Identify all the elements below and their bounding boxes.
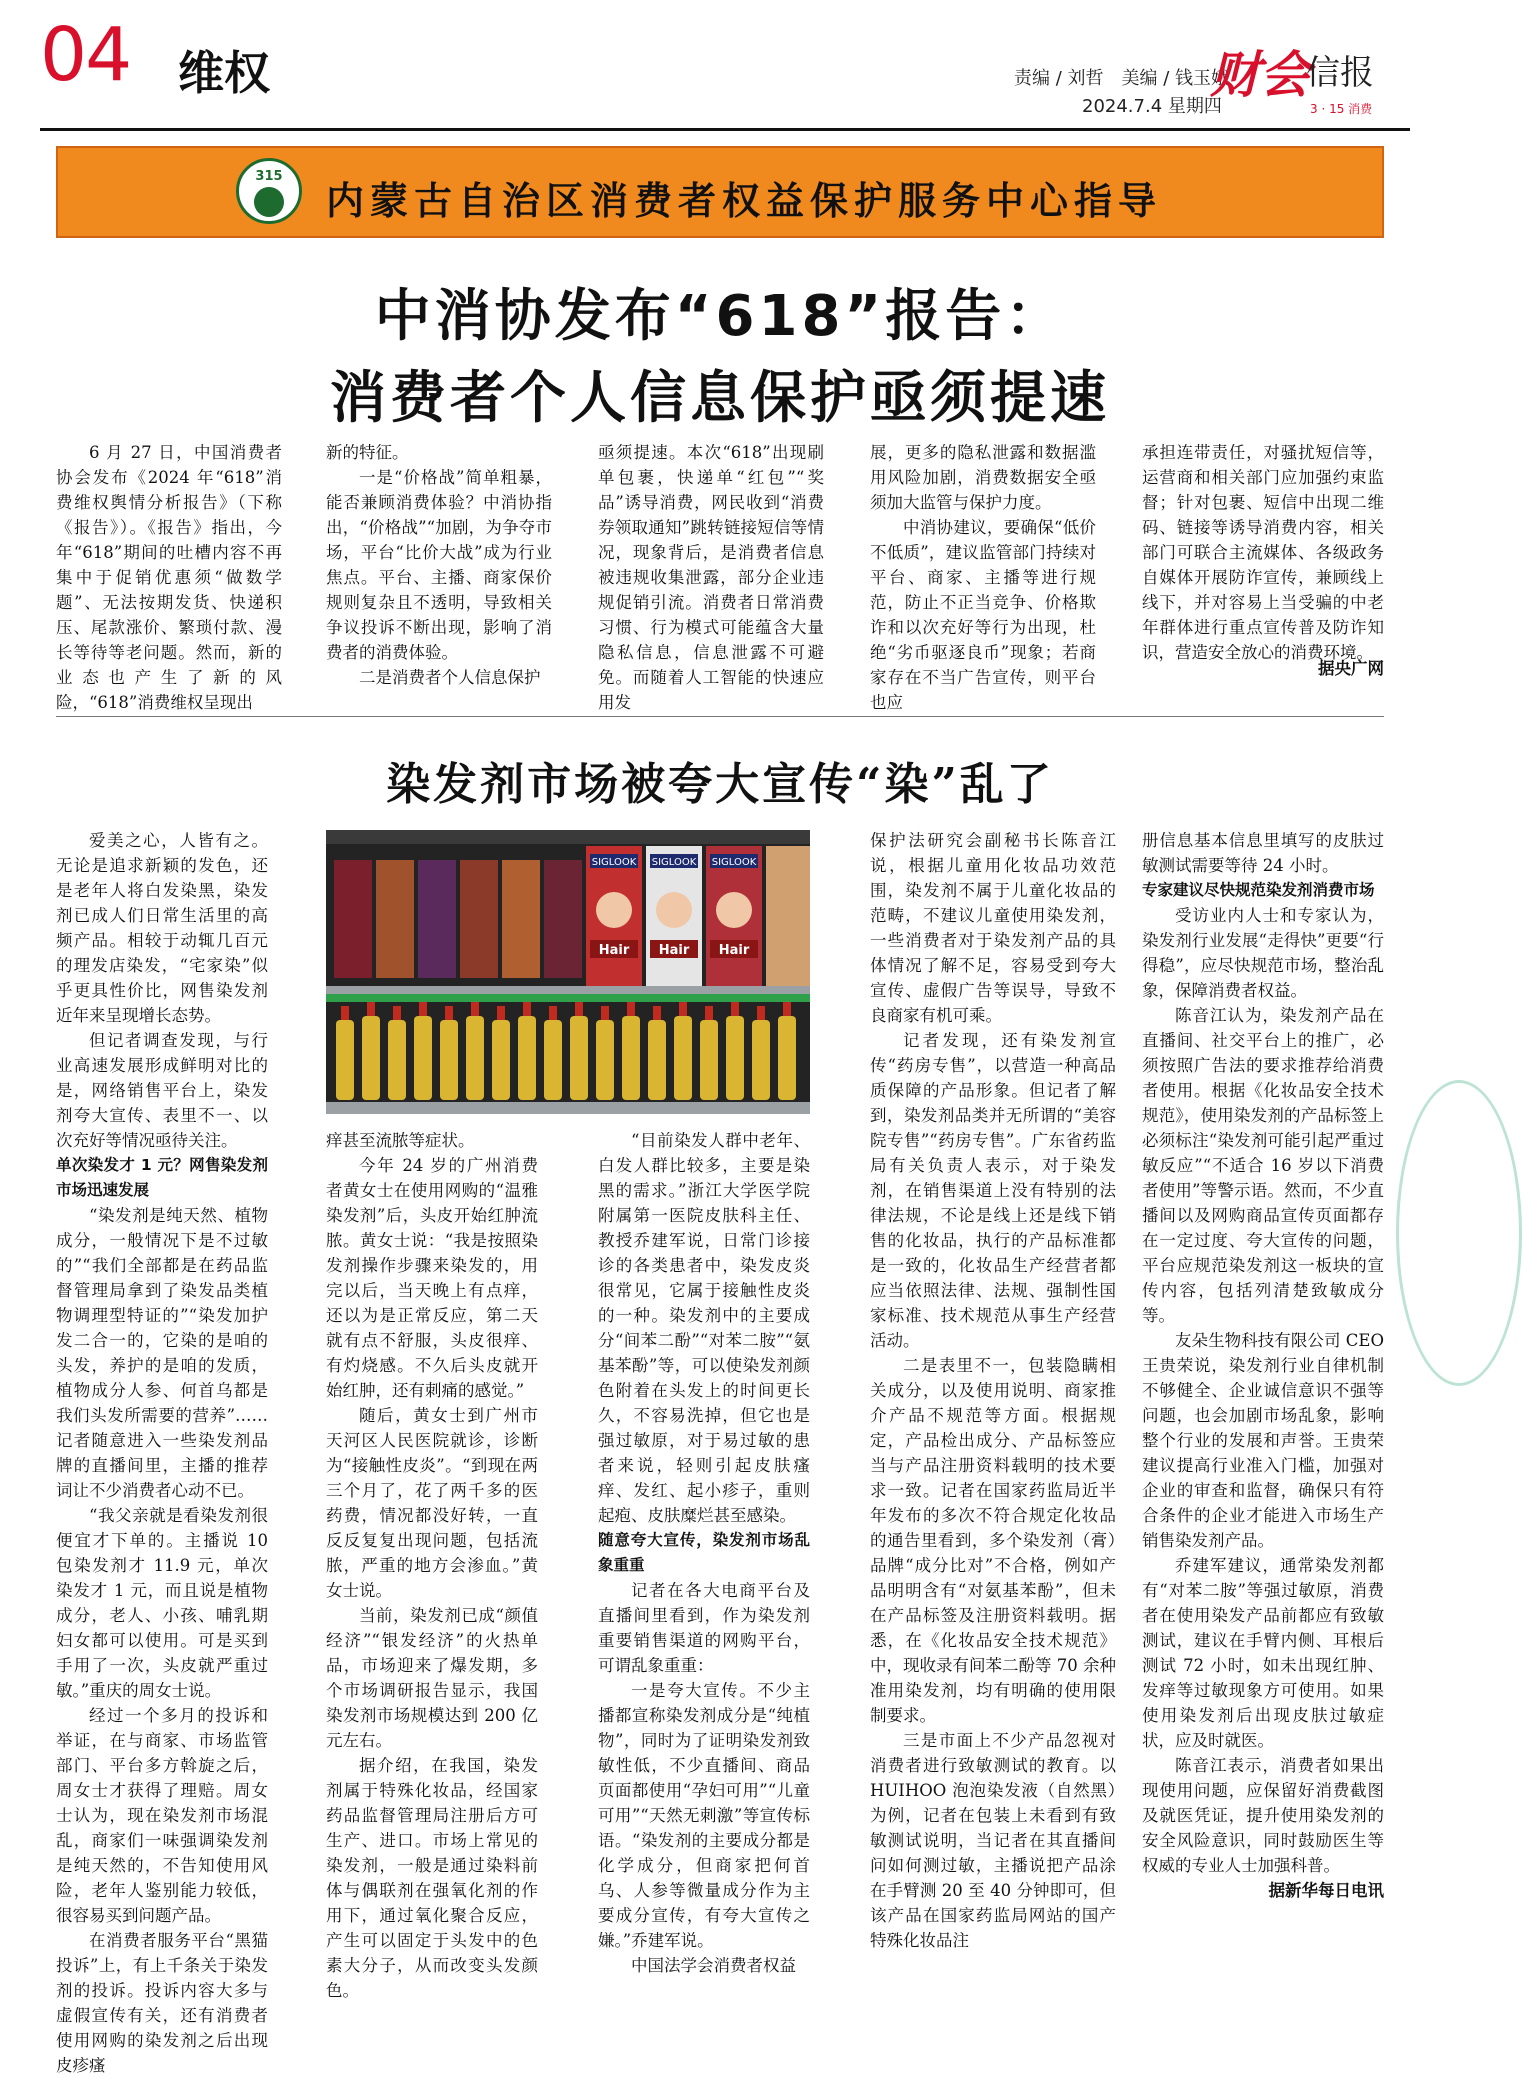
paragraph: 册信息基本信息里填写的皮肤过敏测试需要等待 24 小时。: [1142, 831, 1384, 875]
header-rule: [40, 128, 1410, 131]
paragraph: 痒甚至流脓等症状。: [326, 1131, 475, 1150]
masthead-tag: 3 · 15 消费: [1310, 102, 1373, 116]
paragraph: 但记者调查发现，与行业高速发展形成鲜明对比的是，网络销售平台上，染发剂夸大宣传、表里不一、以次充好等情况亟待关注。: [56, 1031, 268, 1150]
paragraph: 中消协建议，要确保“低价不低质”，建议监管部门持续对平台、商家、主播等进行规范，防止不正当竞争、价格欺诈和以次充好等行为出现，杜绝“劣币驱逐良币”现象；若商家存在不当广告宣传，则平台也应: [870, 518, 1096, 712]
page-number: 04: [40, 12, 131, 98]
paragraph: 二是消费者个人信息保护: [359, 668, 541, 687]
article1-source-wrap: [1142, 656, 1384, 682]
banner-text: 内蒙古自治区消费者权益保护服务中心指导: [326, 179, 1163, 223]
paragraph: 记者发现，还有染发剂宣传“药房专售”，以营造一种高品质保障的产品形象。但记者了解到，染发剂品类并无所谓的“美容院专售”“药房专售”。广东省药监局有关负责人表示，对于染发剂，在销售渠道上没有特别的法律法规，不论是线上还是线下销售的化妆品，执行的产品标准都是一致的，化妆品生产经营者都应当依照法律、法规、强制性国家标准、技术规范从事生产经营活动。: [870, 1031, 1116, 1350]
article2-column-5: [1142, 828, 1384, 1946]
logo-text: 315: [255, 169, 283, 184]
article1-source: 据央广网: [1318, 659, 1384, 678]
box-label: SIGLOOK: [591, 857, 637, 868]
box-label: SIGLOOK: [651, 857, 697, 868]
box-label: Hair: [598, 943, 630, 958]
globe-icon: [254, 187, 284, 217]
article1-column-3: [598, 440, 824, 712]
paragraph: 承担连带责任，对骚扰短信等，运营商和相关部门应加强约束监督；针对包裹、短信中出现二维码、链接等诱导消费内容，相关部门可联合主流媒体、各级政务自媒体开展防诈宣传，兼顾线上线下，并对容易上当受骗的中老年群体进行重点宣传普及防诈知识，营造安全放心的消费环境。: [1142, 443, 1384, 662]
box-label: SIGLOOK: [711, 857, 757, 868]
paragraph: 乔建军建议，通常染发剂都有“对苯二胺”等强过敏原，消费者在使用染发产品前都应有致敏测试，建议在手臂内侧、耳根后测试 72 小时，如未出现红肿、发痒等过敏现象方可使用。如果使用染发剂后出现皮肤过敏症状，应及时就医。: [1142, 1556, 1384, 1750]
paragraph: 一是“价格战”简单粗暴，能否兼顾消费体验？中消协指出，“价格战”“加剧，为争夺市场，平台“比价大战”成为行业焦点。平台、主播、商家保价规则复杂且不透明，导致相关争议投诉不断出现，影响了消费者的消费体验。: [326, 468, 552, 662]
article2-column-1: [56, 828, 268, 2075]
editor-credits: 责编 / 刘哲 美编 / 钱玉娥: [1014, 68, 1230, 89]
paragraph: 在消费者服务平台“黑猫投诉”上，有上千条关于染发剂的投诉。投诉内容大多与虚假宣传有关，还有消费者使用网购的染发剂之后出现皮疹瘙: [56, 1931, 268, 2075]
paragraph: 保护法研究会副秘书长陈音江说，根据儿童用化妆品功效范围，染发剂不属于儿童化妆品的范畴，不建议儿童使用染发剂，一些消费者对于染发剂产品的具体情况了解不足，容易受到夸大宣传、虚假广告等误导，导致不良商家有机可乘。: [870, 831, 1116, 1025]
paragraph: 亟须提速。本次“618”出现刷单包裹，快递单“红包”“奖品”诱导消费，网民收到“消费券领取通知”跳转链接短信等情况，现象背后，是消费者信息被违规收集泄露，部分企业违规促销引流。消费者日常消费习惯、行为模式可能蕴含大量隐私信息，信息泄露不可避免。而随着人工智能的快速应用发: [598, 443, 824, 712]
paragraph: “染发剂是纯天然、植物成分，一般情况下是不过敏的”“我们全部都是在药品监督管理局拿到了染发品类植物调理型特证的”“染发加护发二合一的，它染的是咱的头发，养护的是咱的发质，植物成分人参、何首乌都是我们头发所需要的营养”……记者随意进入一些染发剂品牌的直播间里，主播的推荐词让不少消费者心动不已。: [56, 1206, 268, 1500]
paragraph: 三是市面上不少产品忽视对消费者进行致敏测试的教育。以 HUIHOO 泡泡染发液（自然黑）为例，记者在包装上未看到有致敏测试说明，当记者在其直播间问如何测过敏，主播说把产品涂在手臂测 20 至 40 分钟即可，但该产品在国家药监局网站的国产特殊化妆品注: [870, 1731, 1116, 1950]
paragraph: 一是夸大宣传。不少主播都宣称染发剂成分是“纯植物”，同时为了证明染发剂致敏性低，不少直播间、商品页面都使用“孕妇可用”“儿童可用”“天然无刺激”等宣传标语。“染发剂的主要成分都是化学成分，但商家把何首乌、人参等微量成分作为主要成分宣传，有夸大宣传之嫌。”乔建军说。: [598, 1681, 810, 1950]
paragraph: 陈音江表示，消费者如果出现使用问题，应保留好消费截图及就医凭证，提升使用染发剂的安全风险意识，同时鼓励医生等权威的专业人士加强科普。: [1142, 1756, 1384, 1875]
subheading: 单次染发才 1 元？网售染发剂市场迅速发展: [56, 1156, 268, 1199]
paragraph: 当前，染发剂已成“颜值经济”“银发经济”的火热单品，市场迎来了爆发期，多个市场调研报告显示，我国染发剂市场规模达到 200 亿元左右。: [326, 1606, 538, 1750]
paragraph: 爱美之心，人皆有之。无论是追求新颖的发色，还是老年人将白发染黑，染发剂已成人们日常生活里的高频产品。相较于动辄几百元的理发店染发，“宅家染”似乎更具性价比，网售染发剂近年来呈现增长态势。: [56, 831, 268, 1025]
box-label: Hair: [718, 943, 750, 958]
paragraph: 友朵生物科技有限公司 CEO 王贵荣说，染发剂行业自律机制不够健全、企业诚信意识不强等问题，也会加剧市场乱象，影响整个行业的发展和声誉。王贵荣建议提高行业准入门槛，加强对企业的审查和监督，确保只有符合条件的企业才能进入市场生产销售染发剂产品。: [1142, 1331, 1384, 1550]
subheading: 随意夸大宣传，染发剂市场乱象重重: [598, 1531, 810, 1574]
paragraph: 经过一个多月的投诉和举证，在与商家、市场监管部门、平台多方斡旋之后，周女士才获得了理赔。周女士认为，现在染发剂市场混乱，商家们一味强调染发剂是纯天然的，不告知使用风险，老年人鉴别能力较低，很容易买到问题产品。: [56, 1706, 268, 1925]
paragraph: 今年 24 岁的广州消费者黄女士在使用网购的“温雅染发剂”后，头皮开始红肿流脓。黄女士说：“我是按照染发剂操作步骤来染发的，用完以后，当天晚上有点痒，还以为是正常反应，第二天就有点不舒服，头皮很痒、有灼烧感。不久后头皮就开始红肿，还有刺痛的感觉。”: [326, 1156, 538, 1400]
article1-headline-line2: 消费者个人信息保护亟须提速: [330, 366, 1110, 431]
masthead-main: 财会: [1210, 45, 1310, 104]
article2-source: 据新华每日电讯: [1268, 1881, 1384, 1900]
paragraph: 陈音江认为，染发剂产品在直播间、社交平台上的推广，必须按照广告法的要求推荐给消费者使用。根据《化妆品安全技术规范》，使用染发剂的产品标签上必须标注“染发剂可能引起严重过敏反应”“不适合 16 岁以下消费者使用”等警示语。然而，不少直播间以及网购商品宣传页面都存在一定过度、夸大宣传的问题，平台应规范染发剂这一板块的宣传内容，包括列清楚致敏成分等。: [1142, 1006, 1384, 1325]
article-divider: [56, 716, 1384, 717]
masthead-sub: 信报: [1306, 53, 1374, 93]
paragraph: 据介绍，在我国，染发剂属于特殊化妆品，经国家药品监督管理局注册后方可生产、进口。市场上常见的染发剂，一般是通过染料前体与偶联剂在强氧化剂的作用下，通过氧化聚合反应，产生可以固定于头发中的色素大分子，从而改变头发颜色。: [326, 1756, 538, 2000]
article1-column-1: [56, 440, 282, 712]
box-label: Hair: [658, 943, 690, 958]
paragraph: 中国法学会消费者权益: [631, 1956, 796, 1975]
article2-headline: 染发剂市场被夸大宣传“染”乱了: [386, 759, 1054, 810]
hair-dye-shelf-photo: [326, 830, 810, 1114]
section-name: 维权: [178, 46, 270, 100]
paragraph: 展，更多的隐私泄露和数据滥用风险加剧，消费数据安全亟须加大监管与保护力度。: [870, 443, 1096, 512]
paragraph: 记者在各大电商平台及直播间里看到，作为染发剂重要销售渠道的网购平台，可谓乱象重重：: [598, 1581, 810, 1675]
article1-column-2: [326, 440, 552, 687]
masthead-logo: [1210, 45, 1410, 120]
paragraph: “目前染发人群中老年、白发人群比较多，主要是染黑的需求。”浙江大学医学院附属第一医院皮肤科主任、教授乔建军说，日常门诊接诊的各类患者中，染发皮炎很常见，它属于接触性皮炎的一种。染发剂中的主要成分“间苯二酚”“对苯二胺”“氨基苯酚”等，可以使染发剂颜色附着在头发上的时间更长久，不容易洗掉，但它也是强过敏原，对于易过敏的患者来说，轻则引起皮肤瘙痒、发红、起小疹子，重则起疱、皮肤糜烂甚至感染。: [598, 1131, 810, 1525]
issue-date: 2024.7.4 星期四: [1082, 96, 1222, 117]
paragraph: 受访业内人士和专家认为，染发剂行业发展“走得快”更要“行得稳”，应尽快规范市场，整治乱象，保障消费者权益。: [1142, 906, 1384, 1000]
paragraph: 新的特征。: [326, 443, 409, 462]
paragraph: “我父亲就是看染发剂很便宜才下单的。主播说 10 包染发剂才 11.9 元，单次染发才 1 元，而且说是植物成分，老人、小孩、哺乳期妇女都可以使用。可是买到手用了一次，头皮就严重过敏。”重庆的周女士说。: [56, 1506, 268, 1700]
article1-headline-line1: 中消协发布“618”报告：: [374, 284, 1066, 349]
article2-column-3: [598, 1128, 810, 1975]
subheading: 专家建议尽快规范染发剂消费市场: [1142, 881, 1375, 899]
article2-column-2: [326, 1128, 538, 2000]
article1-column-5: [1142, 440, 1384, 662]
paragraph: 二是表里不一，包装隐瞒相关成分，以及使用说明、商家推介产品不规范等方面。根据规定，产品检出成分、产品标签应当与产品注册资料载明的技术要求一致。记者在国家药监局近半年发布的多次不符合规定化妆品的通告里看到，多个染发剂（膏）品牌“成分比对”不合格，例如产品明明含有“对氨基苯酚”，但未在产品标签及注册资料载明。据悉，在《化妆品安全技术规范》中，现收录有间苯二酚等 70 余种准用染发剂，均有明确的使用限制要求。: [870, 1356, 1116, 1725]
paragraph: 随后，黄女士到广州市天河区人民医院就诊，诊断为“接触性皮炎”。“到现在两三个月了，花了两千多的医药费，情况都没好转，一直反反复复出现问题，包括流脓，严重的地方会渗血。”黄女士说。: [326, 1406, 538, 1600]
article2-column-4: [870, 828, 1116, 1950]
decorative-arc: [1396, 1080, 1522, 1386]
paragraph: 6 月 27 日，中国消费者协会发布《2024 年“618”消费维权舆情分析报告》（下称《报告》）。《报告》指出，今年“618”期间的吐槽内容不再集中于促销优惠须“做数学题”、无法按期发货、快递积压、尾款涨价、繁琐付款、漫长等待等老问题。然而，新的业态也产生了新的风险，“618”消费维权呈现出: [56, 443, 282, 712]
shelf-illustration: [326, 830, 810, 1114]
consumer-rights-logo-icon: [236, 158, 302, 224]
article1-column-4: [870, 440, 1096, 712]
